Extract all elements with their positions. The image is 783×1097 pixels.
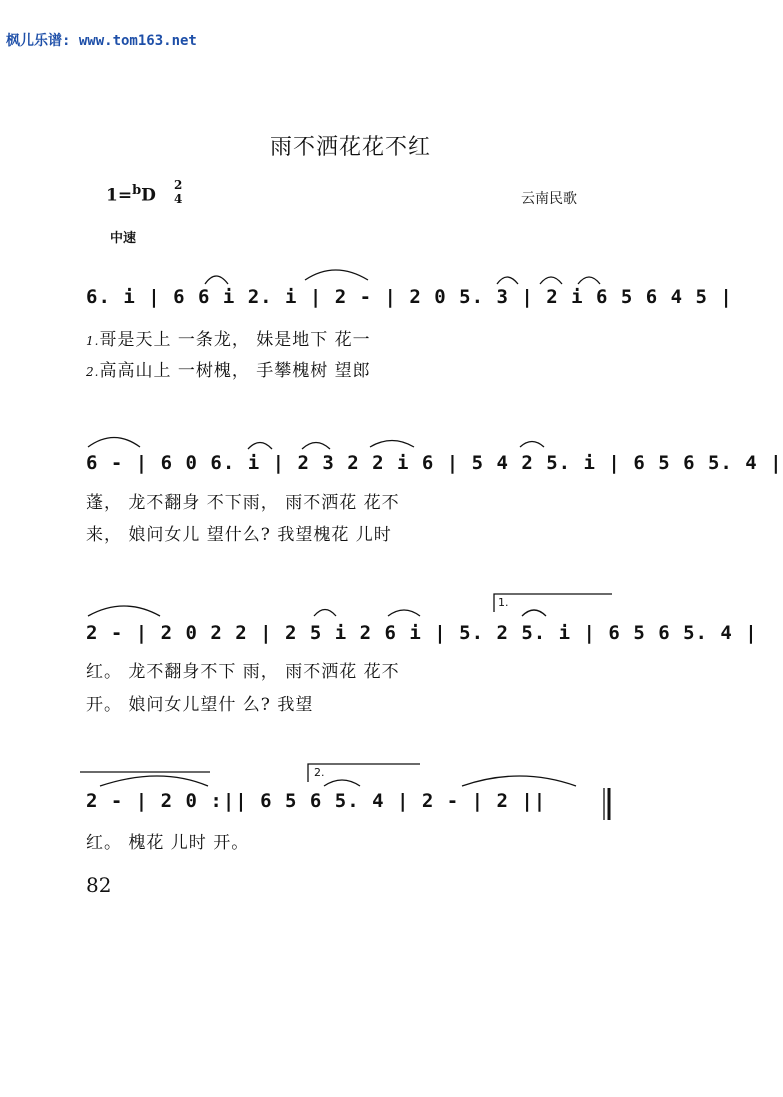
lyric-line-2-2: 来， 娘问女儿 望什么? 我望槐花 儿时 <box>86 525 392 545</box>
lyric-line-2-1: 蓬， 龙不翻身 不下雨， 雨不洒花 花不 <box>86 493 400 513</box>
key-signature: 1=$^b$D <box>106 183 156 206</box>
lyric-line-4-1: 红。 槐花 儿时 开。 <box>86 833 250 853</box>
song-origin: 云南民歌 <box>521 191 577 207</box>
verse-number: 2. <box>86 365 100 379</box>
lyric-line-1-2: 2.高高山上 一树槐， 手攀槐树 望郎 <box>86 361 371 381</box>
notation-line-3: 2 - | 2 0 2 2 | 2 5 i 2 6 i | 5. 2 5. i | 6 5 6 5. 4 | <box>86 622 758 644</box>
verse-number: 1. <box>86 334 100 348</box>
lyric-line-3-1: 红。 龙不翻身不下 雨， 雨不洒花 花不 <box>86 662 400 682</box>
site-label: 枫儿乐谱: www.tom163.net <box>6 33 197 49</box>
notation-line-1: 6. i | 6 6 i 2. i | 2 - | 2 0 5. 3 | 2 i 6 5 6 4 5 | <box>86 286 733 308</box>
meter-bottom: 4 <box>174 192 183 206</box>
lyric-line-1-1: 1.哥是天上 一条龙， 妹是地下 花一 <box>86 330 371 350</box>
song-title: 雨不洒花花不红 <box>269 135 431 160</box>
notation-line-2: 6 - | 6 0 6. i | 2 3 2 2 i 6 | 5 4 2 5. i | 6 5 6 5. 4 | <box>86 452 783 474</box>
meter-top: 2 <box>174 178 183 192</box>
volta-label-2: 2. <box>314 766 325 779</box>
page-number: 82 <box>86 873 112 897</box>
lyric-line-3-2: 开。 娘问女儿望什 么? 我望 <box>86 695 314 715</box>
notation-line-4: 2 - | 2 0 :|| 6 5 6 5. 4 | 2 - | 2 || <box>86 790 547 812</box>
tempo-marking: 中速 <box>110 231 137 246</box>
volta-label-1: 1. <box>498 596 509 609</box>
